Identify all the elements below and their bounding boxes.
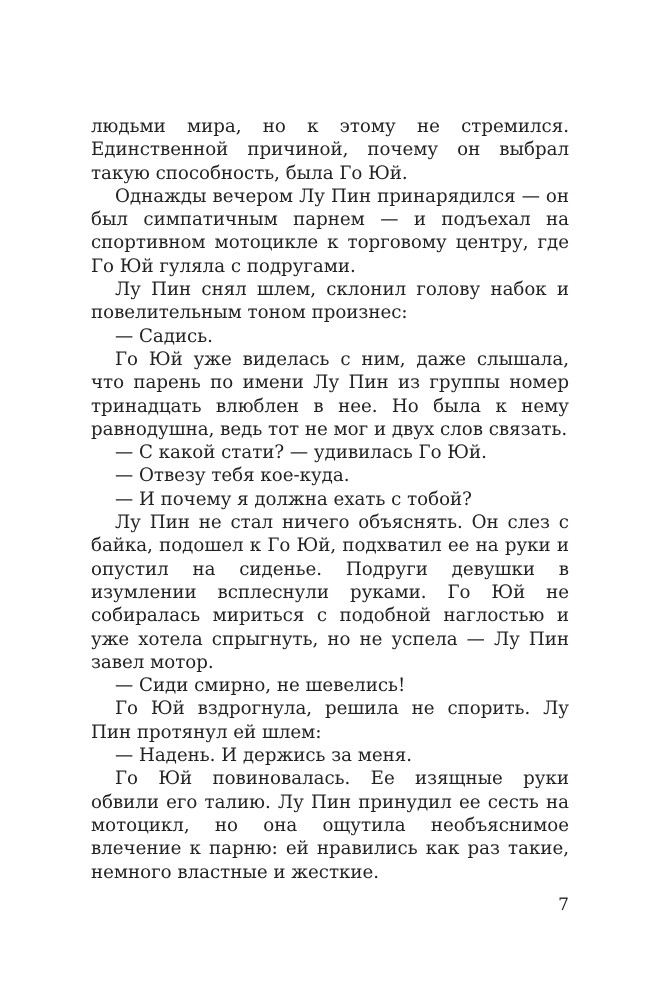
paragraph-13: Го Юй повиновалась. Ее изящные руки обвили его талию. Лу Пин принудил ее сесть на мотоцикл, но она ощутила необъяснимое влечение к парню: ей нравились как раз такие, немного властные и жесткие. — [91, 768, 569, 883]
paragraph-1: людьми мира, но к этому не стремился. Единственной причиной, почему он выбрал такую способность, была Го Юй. — [91, 116, 569, 184]
page-number: 7 — [558, 895, 569, 915]
body-text — [91, 115, 569, 884]
paragraph-12: — Надень. И держись за меня. — [115, 745, 413, 767]
paragraph-3: Лу Пин снял шлем, склонил голову набок и повелительным тоном произнес: — [91, 279, 569, 324]
paragraph-10: — Сиди смирно, не шевелись! — [115, 675, 406, 697]
paragraph-5: Го Юй уже виделась с ним, даже слышала, что парень по имени Лу Пин из группы номер тринадцать влюблен в нее. Но была к нему равнодушна, ведь тот не мог и двух слов связать. — [91, 348, 569, 440]
paragraph-11: Го Юй вздрогнула, решила не спорить. Лу Пин протянул ей шлем: — [91, 698, 569, 743]
paragraph-7: — Отвезу тебя кое-куда. — [115, 465, 350, 487]
paragraph-2: Однажды вечером Лу Пин принарядился — он был симпатичным парнем — и подъехал на спортивном мотоцикле к торговому центру, где Го Юй гуляла с подругами. — [91, 185, 569, 277]
paragraph-8: — И почему я должна ехать с тобой? — [115, 488, 472, 510]
paragraph-4: — Садись. — [115, 325, 213, 347]
paragraph-6: — С какой стати? — удивилась Го Юй. — [115, 442, 487, 464]
paragraph-9: Лу Пин не стал ничего объяснять. Он слез с байка, подошел к Го Юй, подхватил ее на руки и опустил на сиденье. Подруги девушки в изумлении всплеснули руками. Го Юй не собиралась мириться с подобной наглостью и уже хотела спрыгнуть, но не успела — Лу Пин завел мотор. — [91, 512, 569, 673]
